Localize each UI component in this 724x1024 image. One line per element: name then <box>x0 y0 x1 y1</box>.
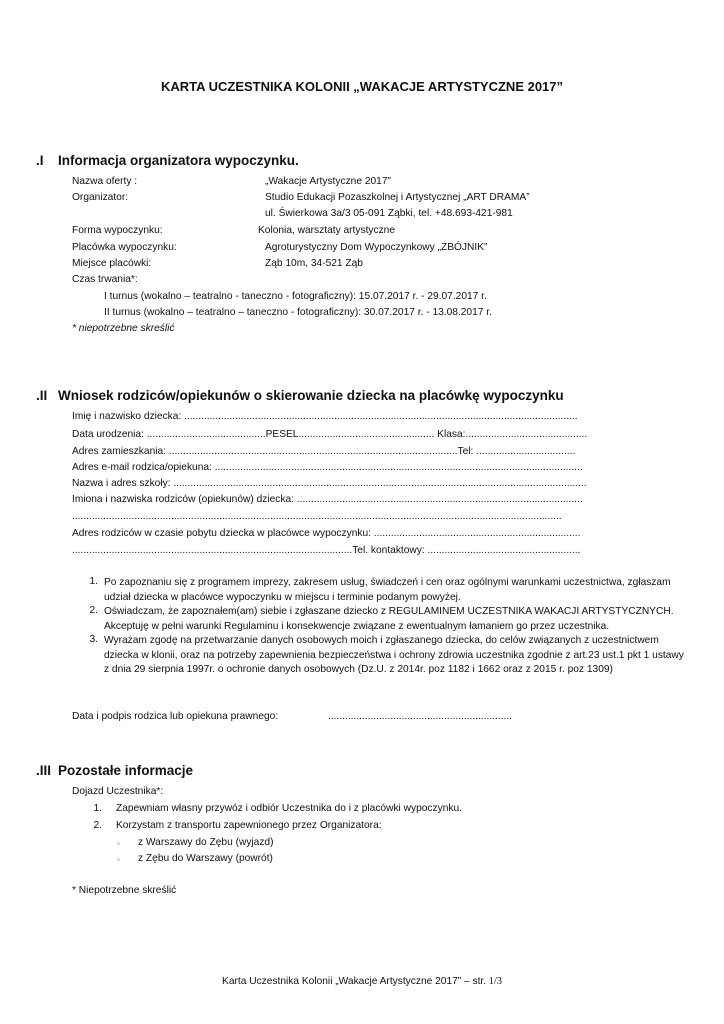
facility-value: Agroturystyczny Dom Wypoczynkowy „ZBÓJNIK” <box>265 242 488 253</box>
page-footer <box>0 976 724 987</box>
parents-names-continuation-field[interactable]: ............................................................................................................................................................................. <box>72 511 562 522</box>
section-2-heading: Wniosek rodziców/opiekunów o skierowanie dziecka na placówkę wypoczynku <box>58 388 564 403</box>
form-label: Forma wypoczynku: <box>72 225 163 236</box>
offer-name-value: „Wakacje Artystyczne 2017” <box>265 176 391 187</box>
section-1-note: * niepotrzebne skreślić <box>72 323 175 334</box>
parent-email-field[interactable]: Adres e-mail rodzica/opiekuna: .................................................................................................................................. <box>72 462 583 473</box>
birth-pesel-class-field[interactable]: Data urodzenia: ..........................................PESEL................................................ Klasa:........................................... <box>72 429 588 440</box>
section-2-number: .II <box>36 388 48 403</box>
declaration-1-number: 1. <box>89 576 98 587</box>
transport-option-2-number: 2. <box>93 820 102 831</box>
transport-sub-option-return[interactable]: z Zębu do Warszawy (powrót) <box>138 853 273 864</box>
footer-text: Karta Uczestnika Kolonii „Wakacje Artystyczne 2017” – str. <box>222 976 489 987</box>
declaration-2-number: 2. <box>89 605 98 616</box>
section-3-number: .III <box>36 763 52 778</box>
offer-name-label: Nazwa oferty : <box>72 176 138 187</box>
contact-phone-field[interactable]: ...................................................................................................Tel. kontaktowy: ...................................................... <box>72 545 581 556</box>
sub-option-2-bullet: ◦ <box>117 855 120 864</box>
declaration-2-text: Oświadczam, że zapoznałem(am) siebie i zgłaszane dziecko z REGULAMINEM UCZESTNIKA WAKACJI ARTYSTYCZNYCH. Akceptuję w pełni warunki Regulaminu i konsekwencje związane z ewentualnym łamaniem go przez uczestnika. <box>104 606 674 632</box>
section-1-number: .I <box>36 153 44 168</box>
facility-label: Placówka wypoczynku: <box>72 242 177 253</box>
organizer-value-line1: Studio Edukacji Pozaszkolnej i Artystycznej „ART DRAMA” <box>265 192 530 203</box>
location-label: Miejsce placówki: <box>72 258 152 269</box>
section-3-note: * Niepotrzebne skreślić <box>72 885 177 896</box>
section-1-heading: Informacja organizatora wypoczynku. <box>58 153 299 168</box>
turnus-1: I turnus (wokalno – teatralno - taneczno - fotograficzny): 15.07.2017 r. - 29.07.2017 r. <box>104 291 487 302</box>
section-3-heading: Pozostałe informacje <box>58 763 194 778</box>
signature-field[interactable]: ................................................................. <box>328 711 512 722</box>
transport-option-1-number: 1. <box>93 803 102 814</box>
transport-label: Dojazd Uczestnika*: <box>72 786 164 797</box>
parents-names-field[interactable]: Imiona i nazwiska rodziców (opiekunów) dziecka: ..................................................................................................... <box>72 494 583 505</box>
declaration-3-number: 3. <box>89 634 98 645</box>
sub-option-1-bullet: ◦ <box>117 839 120 848</box>
transport-sub-option-departure[interactable]: z Warszawy do Zębu (wyjazd) <box>138 837 274 848</box>
form-value: Kolonia, warsztaty artystyczne <box>258 225 396 236</box>
turnus-2: II turnus (wokalno – teatralno – taneczno - fotograficzny): 30.07.2017 r. - 13.08.2017 r. <box>104 307 492 318</box>
location-value: Ząb 10m, 34-521 Ząb <box>265 258 363 269</box>
parents-address-field[interactable]: Adres rodziców w czasie pobytu dziecka w placówce wypoczynku: ......................................................................... <box>72 528 581 539</box>
signature-label: Data i podpis rodzica lub opiekuna prawnego: <box>72 711 279 722</box>
declaration-3-text: Wyrażam zgodę na przetwarzanie danych osobowych moich i zgłaszanego dziecka, do celów związanych z uczestnictwem dziecka w klonii, oraz na potrzeby zapewnienia bezpieczeństwa i ochrony zdrowia uczestnika zgodnie z art.23 ust.1 pkt 1 ustawy z dnia 29 sierpnia 1997r. o ochronie danych osobowych (Dz.U. z 2014r. poz 1182 i 1662 oraz z 2015 r. poz 1309) <box>104 635 684 675</box>
organizer-label: Organizator: <box>72 192 129 203</box>
address-phone-field[interactable]: Adres zamieszkania: ......................................................................................................Tel: ................................... <box>72 446 576 457</box>
transport-option-2[interactable]: Korzystam z transportu zapewnionego przez Organizatora: <box>116 820 382 831</box>
organizer-value-line2: ul. Świerkowa 3a/3 05-091 Ząbki, tel. +48.693-421-981 <box>265 208 513 219</box>
school-field[interactable]: Nazwa i adres szkoły: .................................................................................................................................................. <box>72 478 587 489</box>
page-number: 1/3 <box>488 976 502 987</box>
document-title: KARTA UCZESTNIKA KOLONII „WAKACJE ARTYSTYCZNE 2017” <box>160 79 564 94</box>
declaration-1-text: Po zapoznaniu się z programem imprezy, zakresem usług, świadczeń i cen oraz ogólnymi warunkami uczestnictwa, zgłaszam udział dziecka w placówce wypoczynku w miejscu i terminie podanym powyżej. <box>104 577 671 603</box>
child-name-field[interactable]: Imię i nazwisko dziecka: ........................................................................................................................................... <box>72 411 578 422</box>
transport-option-1[interactable]: Zapewniam własny przywóz i odbiór Uczestnika do i z placówki wypoczynku. <box>116 803 462 814</box>
duration-label: Czas trwania*: <box>72 274 138 285</box>
